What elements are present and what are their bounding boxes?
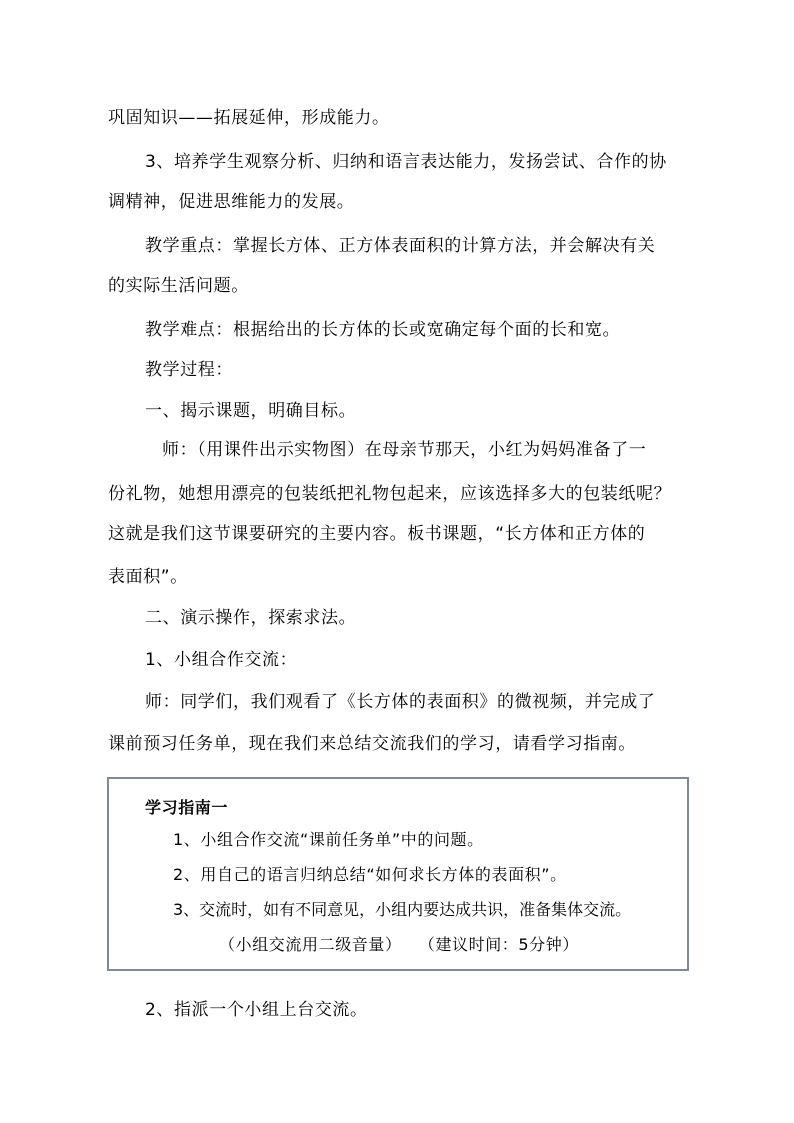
paragraph-line: 表面积”。 <box>108 567 188 587</box>
guide-note: （小组交流用二级音量） （建议时间：5分钟） <box>219 935 579 954</box>
paragraph-line: 师：（用课件出示实物图）在母亲节那天，小红为妈妈准备了一 <box>162 440 647 460</box>
guide-item: 1、小组合作交流“课前任务单”中的问题。 <box>173 830 484 849</box>
guide-item: 3、交流时，如有不同意见，小组内要达成共识，准备集体交流。 <box>173 900 632 919</box>
paragraph-line: 师：同学们，我们观看了《长方体的表面积》的微视频，并完成了 <box>145 692 656 712</box>
paragraph-line: 2、指派一个小组上台交流。 <box>145 1000 368 1020</box>
paragraph-line: 教学重点：掌握长方体、正方体表面积的计算方法，并会解决有关 <box>145 236 656 256</box>
paragraph-line: 份礼物，她想用漂亮的包装纸把礼物包起来，应该选择多大的包装纸呢？ <box>108 484 672 504</box>
paragraph-line: 1、小组合作交流： <box>145 650 298 670</box>
paragraph-line: 课前预习任务单，现在我们来总结交流我们的学习，请看学习指南。 <box>108 734 636 754</box>
guide-item: 2、用自己的语言归纳总结“如何求长方体的表面积”。 <box>173 865 567 884</box>
section-heading: 二、演示操作，探索求法。 <box>145 608 357 628</box>
paragraph-line: 的实际生活问题。 <box>108 276 249 296</box>
section-heading: 一、揭示课题，明确目标。 <box>145 401 357 421</box>
learning-guide-box <box>107 777 689 971</box>
paragraph-line: 巩固知识——拓展延伸，形成能力。 <box>108 108 390 128</box>
paragraph-line: 教学过程： <box>145 360 233 380</box>
paragraph-line: 调精神，促进思维能力的发展。 <box>108 192 355 212</box>
guide-title: 学习指南一 <box>145 798 229 817</box>
paragraph-line: 这就是我们这节课要研究的主要内容。板书课题，“长方体和正方体的 <box>108 524 646 544</box>
paragraph-line: 教学难点：根据给出的长方体的长或宽确定每个面的长和宽。 <box>145 320 621 340</box>
paragraph-line: 3、培养学生观察分析、归纳和语言表达能力，发扬尝试、合作的协 <box>145 152 667 172</box>
